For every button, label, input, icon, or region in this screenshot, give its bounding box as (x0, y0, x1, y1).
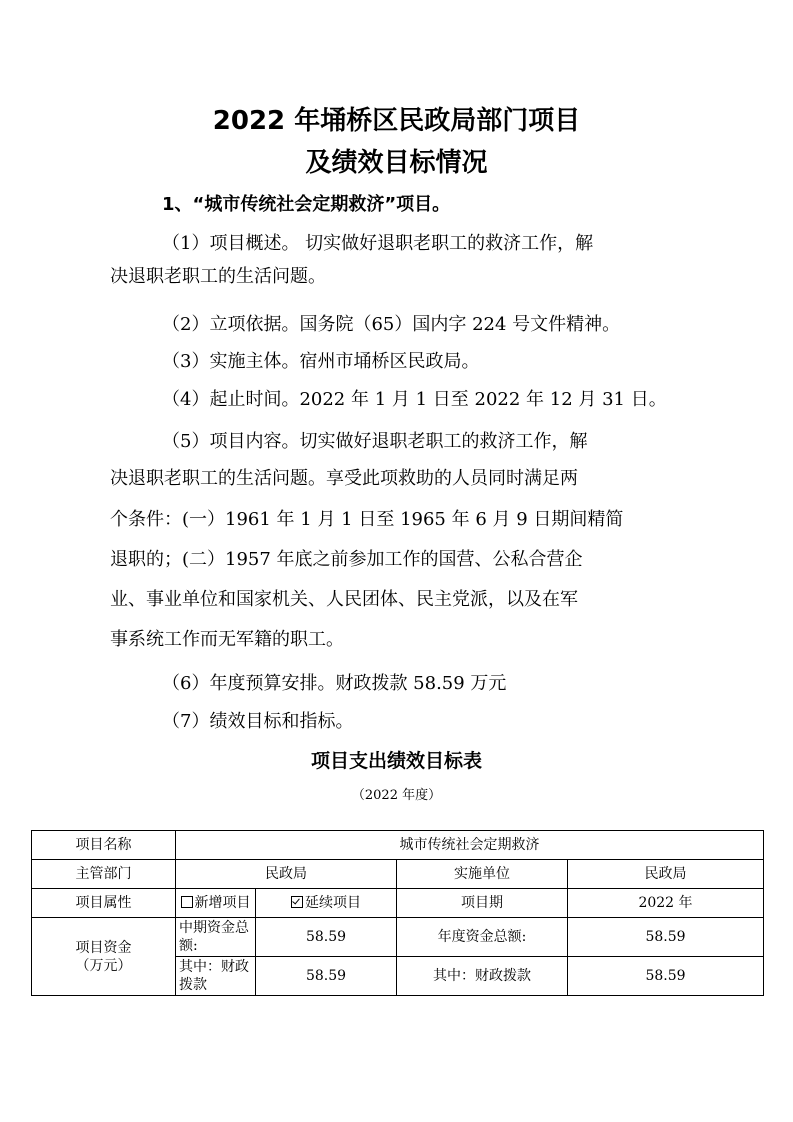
paragraph-content-cont4: 业、事业单位和国家机关、人民团体、民主党派，以及在军 (110, 589, 578, 610)
paragraph-period: （4）起止时间。2022 年 1 月 1 日至 2022 年 12 月 31 日。 (162, 389, 667, 410)
year-fiscal-label: 其中：财政拨款 (397, 957, 568, 996)
table-row (32, 918, 764, 957)
impl-label: 实施单位 (397, 860, 568, 889)
attr-new-cell (176, 889, 256, 918)
table-row (32, 889, 764, 918)
mid-fiscal-label: 其中：财政拨款 (176, 957, 256, 996)
paragraph-content-cont2: 个条件：(一）1961 年 1 月 1 日至 1965 年 6 月 9 日期间精简 (110, 509, 624, 530)
paragraph-content-cont1: 决退职老职工的生活问题。享受此项救助的人员同时满足两 (110, 468, 578, 489)
funds-unit: （万元） (75, 957, 132, 974)
project-name-label: 项目名称 (32, 831, 176, 860)
dept-value: 民政局 (176, 860, 397, 889)
period-value: 2022 年 (568, 889, 764, 918)
year-total-value: 58.59 (568, 918, 764, 957)
mid-total-value: 58.59 (256, 918, 397, 957)
funds-label: 项目资金 (75, 939, 132, 956)
paragraph-targets: （7）绩效目标和指标。 (162, 711, 354, 732)
checked-box-icon (291, 896, 303, 908)
mid-fiscal-value: 58.59 (256, 957, 397, 996)
project-name-value: 城市传统社会定期救济 (176, 831, 764, 860)
attr-continue-label: 延续项目 (305, 895, 361, 911)
mid-total-label: 中期资金总额: (176, 918, 256, 957)
impl-value: 民政局 (568, 860, 764, 889)
section-heading: 1、“城市传统社会定期救济”项目。 (162, 194, 451, 215)
table-row (32, 831, 764, 860)
attr-label: 项目属性 (32, 889, 176, 918)
document-title-line1: 2022 年埇桥区民政局部门项目 (212, 106, 581, 136)
period-label: 项目期 (397, 889, 568, 918)
performance-table (31, 830, 764, 996)
document-title-line2: 及绩效目标情况 (305, 148, 488, 178)
funds-label-cell (32, 918, 176, 996)
attr-new-label: 新增项目 (194, 895, 251, 911)
paragraph-subject: （3）实施主体。宿州市埇桥区民政局。 (162, 351, 480, 372)
paragraph-content-cont5: 事系统工作而无军籍的职工。 (110, 629, 344, 650)
year-fiscal-value: 58.59 (568, 957, 764, 996)
paragraph-content: （5）项目内容。切实做好退职老职工的救济工作，解 (162, 431, 588, 452)
paragraph-basis: （2）立项依据。国务院（65）国内字 224 号文件精神。 (162, 314, 621, 335)
paragraph-budget: （6）年度预算安排。财政拨款 58.59 万元 (162, 673, 507, 694)
year-total-label: 年度资金总额: (397, 918, 568, 957)
paragraph-overview: （1）项目概述。 切实做好退职老职工的救济工作，解 (162, 233, 594, 254)
paragraph-overview-cont: 决退职老职工的生活问题。 (110, 266, 326, 287)
paragraph-content-cont3: 退职的；(二）1957 年底之前参加工作的国营、公私合营企 (110, 549, 583, 570)
attr-continue-cell (256, 889, 397, 918)
table-subtitle: （2022 年度） (351, 788, 442, 803)
table-row (32, 860, 764, 889)
table-title: 项目支出绩效目标表 (310, 750, 482, 772)
dept-label: 主管部门 (32, 860, 176, 889)
unchecked-box-icon (181, 896, 193, 908)
